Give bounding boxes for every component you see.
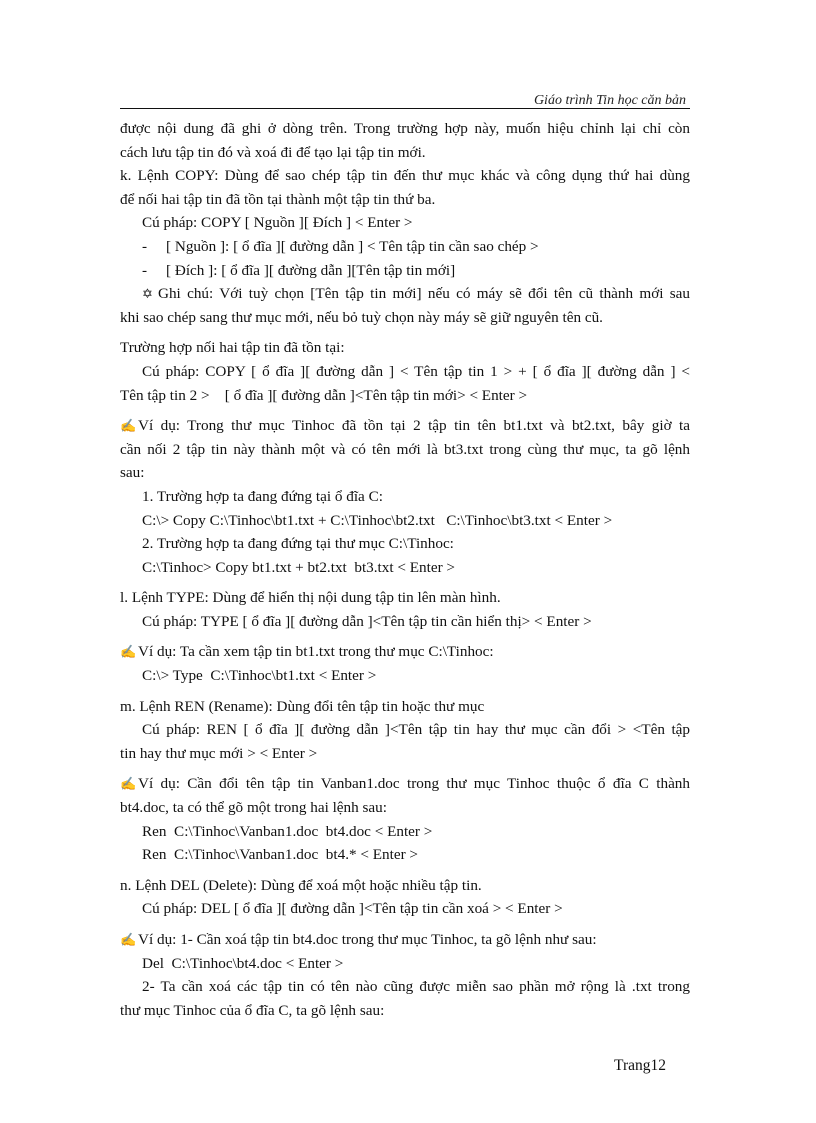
bullet-item	[120, 235, 690, 259]
example-line	[120, 414, 690, 438]
text-line: bt4.doc, ta có thể gõ một trong hai lệnh sau:	[120, 799, 387, 817]
syntax-line: Cú pháp: COPY [ ổ đĩa ][ đường dẫn ] < Tên tập tin 1 > + [ ổ đĩa ][ đường dẫn ] <	[142, 362, 690, 380]
bullet-text: [ Nguồn ]: [ ổ đĩa ][ đường dẫn ] < Tên tập tin cần sao chép >	[166, 237, 539, 255]
text-line: được nội dung đã ghi ở dòng trên. Trong trường hợp này, muốn hiệu chỉnh lại chỉ còn	[120, 120, 690, 137]
text-line: cần nối 2 tập tin này thành một và có tên mới là bt3.txt trong cùng thư mục, ta gõ lệnh	[120, 440, 690, 458]
bullet-text: [ Đích ]: [ ổ đĩa ][ đường dẫn ][Tên tập tin mới]	[166, 261, 456, 279]
example-text: Ví dụ: 1- Cần xoá tập tin bt4.doc trong thư mục Tinhoc, ta gõ lệnh như sau:	[138, 931, 597, 948]
example-text: Ví dụ: Ta cần xem tập tin bt1.txt trong thư mục C:\Tinhoc:	[138, 643, 494, 661]
writing-pencil-icon: ✍	[120, 418, 137, 434]
text-line: tin hay thư mục mới > < Enter >	[120, 744, 318, 762]
syntax-line: Cú pháp: REN [ ổ đĩa ][ đường dẫn ]<Tên tập tin hay thư mục cần đổi > <Tên tập	[142, 721, 690, 739]
writing-pencil-icon: ✍	[120, 932, 137, 947]
command-line: C:\> Type C:\Tinhoc\bt1.txt < Enter >	[142, 667, 377, 685]
example-text: Ví dụ: Trong thư mục Tinhoc đã tồn tại 2 tập tin tên bt1.txt và bt2.txt, bây giờ ta	[138, 417, 690, 435]
syntax-line: Cú pháp: COPY [ Nguồn ][ Đích ] < Enter >	[142, 214, 413, 232]
syntax-line: Cú pháp: TYPE [ ổ đĩa ][ đường dẫn ]<Tên tập tin cần hiển thị> < Enter >	[142, 612, 592, 630]
text-line: Tên tập tin 2 > [ ổ đĩa ][ đường dẫn ]<Tên tập tin mới> < Enter >	[120, 386, 528, 404]
header-title: Giáo trình Tin học căn bản	[533, 93, 686, 108]
command-line: C:\> Copy C:\Tinhoc\bt1.txt + C:\Tinhoc\bt2.txt C:\Tinhoc\bt3.txt < Enter >	[142, 511, 613, 529]
writing-pencil-icon: ✍	[120, 644, 137, 660]
writing-pencil-icon: ✍	[120, 776, 137, 792]
text-line: sau:	[120, 464, 145, 482]
star-of-david-icon: ✡	[142, 286, 153, 302]
command-line: Del C:\Tinhoc\bt4.doc < Enter >	[142, 954, 344, 972]
page-number: Trang12	[614, 1057, 666, 1074]
text-line: cách lưu tập tin đó và xoá đi để tạo lại tập tin mới.	[120, 143, 426, 161]
command-line: Ren C:\Tinhoc\Vanban1.doc bt4.doc < Enter >	[142, 822, 433, 840]
bullet-item	[120, 259, 690, 283]
list-item: 2. Trường hợp ta đang đứng tại thư mục C:\Tinhoc:	[142, 535, 454, 553]
example-line	[120, 772, 690, 796]
dash-marker: -	[142, 237, 148, 255]
text-line: để nối hai tập tin đã tồn tại thành một tập tin thứ ba.	[120, 190, 436, 208]
text-line: Trường hợp nối hai tập tin đã tồn tại:	[120, 339, 345, 357]
note-line	[120, 282, 690, 306]
note-text: Ghi chú: Với tuỳ chọn [Tên tập tin mới] nếu có máy sẽ đổi tên cũ thành mới sau	[158, 285, 690, 303]
example-text: Ví dụ: Cần đổi tên tập tin Vanban1.doc trong thư mục Tinhoc thuộc ổ đĩa C thành	[138, 775, 690, 793]
header-rule	[120, 108, 690, 109]
syntax-line: Cú pháp: DEL [ ổ đĩa ][ đường dẫn ]<Tên tập tin cần xoá > < Enter >	[142, 900, 563, 918]
section-k-heading: k. Lệnh COPY: Dùng để sao chép tập tin đến thư mục khác và công dụng thứ hai dùng	[120, 167, 690, 185]
text-line: khi sao chép sang thư mục mới, nếu bỏ tuỳ chọn này máy sẽ giữ nguyên tên cũ.	[120, 308, 603, 326]
list-item: 1. Trường hợp ta đang đứng tại ổ đĩa C:	[142, 487, 383, 505]
command-line: C:\Tinhoc> Copy bt1.txt + bt2.txt bt3.txt < Enter >	[142, 558, 455, 576]
section-l-heading: l. Lệnh TYPE: Dùng để hiển thị nội dung tập tin lên màn hình.	[120, 589, 501, 607]
section-n-heading: n. Lệnh DEL (Delete): Dùng để xoá một hoặc nhiều tập tin.	[120, 876, 482, 894]
text-line: 2- Ta cần xoá các tập tin có tên nào cũng được miễn sao phần mở rộng là .txt trong	[142, 978, 690, 996]
dash-marker: -	[142, 261, 148, 279]
example-line	[120, 928, 690, 952]
document-body	[120, 117, 690, 1022]
command-line: Ren C:\Tinhoc\Vanban1.doc bt4.* < Enter >	[142, 846, 418, 864]
section-m-heading: m. Lệnh REN (Rename): Dùng đổi tên tập tin hoặc thư mục	[120, 697, 485, 715]
example-line	[120, 640, 690, 664]
text-line: thư mục Tinhoc của ổ đĩa C, ta gõ lệnh sau:	[120, 1001, 385, 1019]
